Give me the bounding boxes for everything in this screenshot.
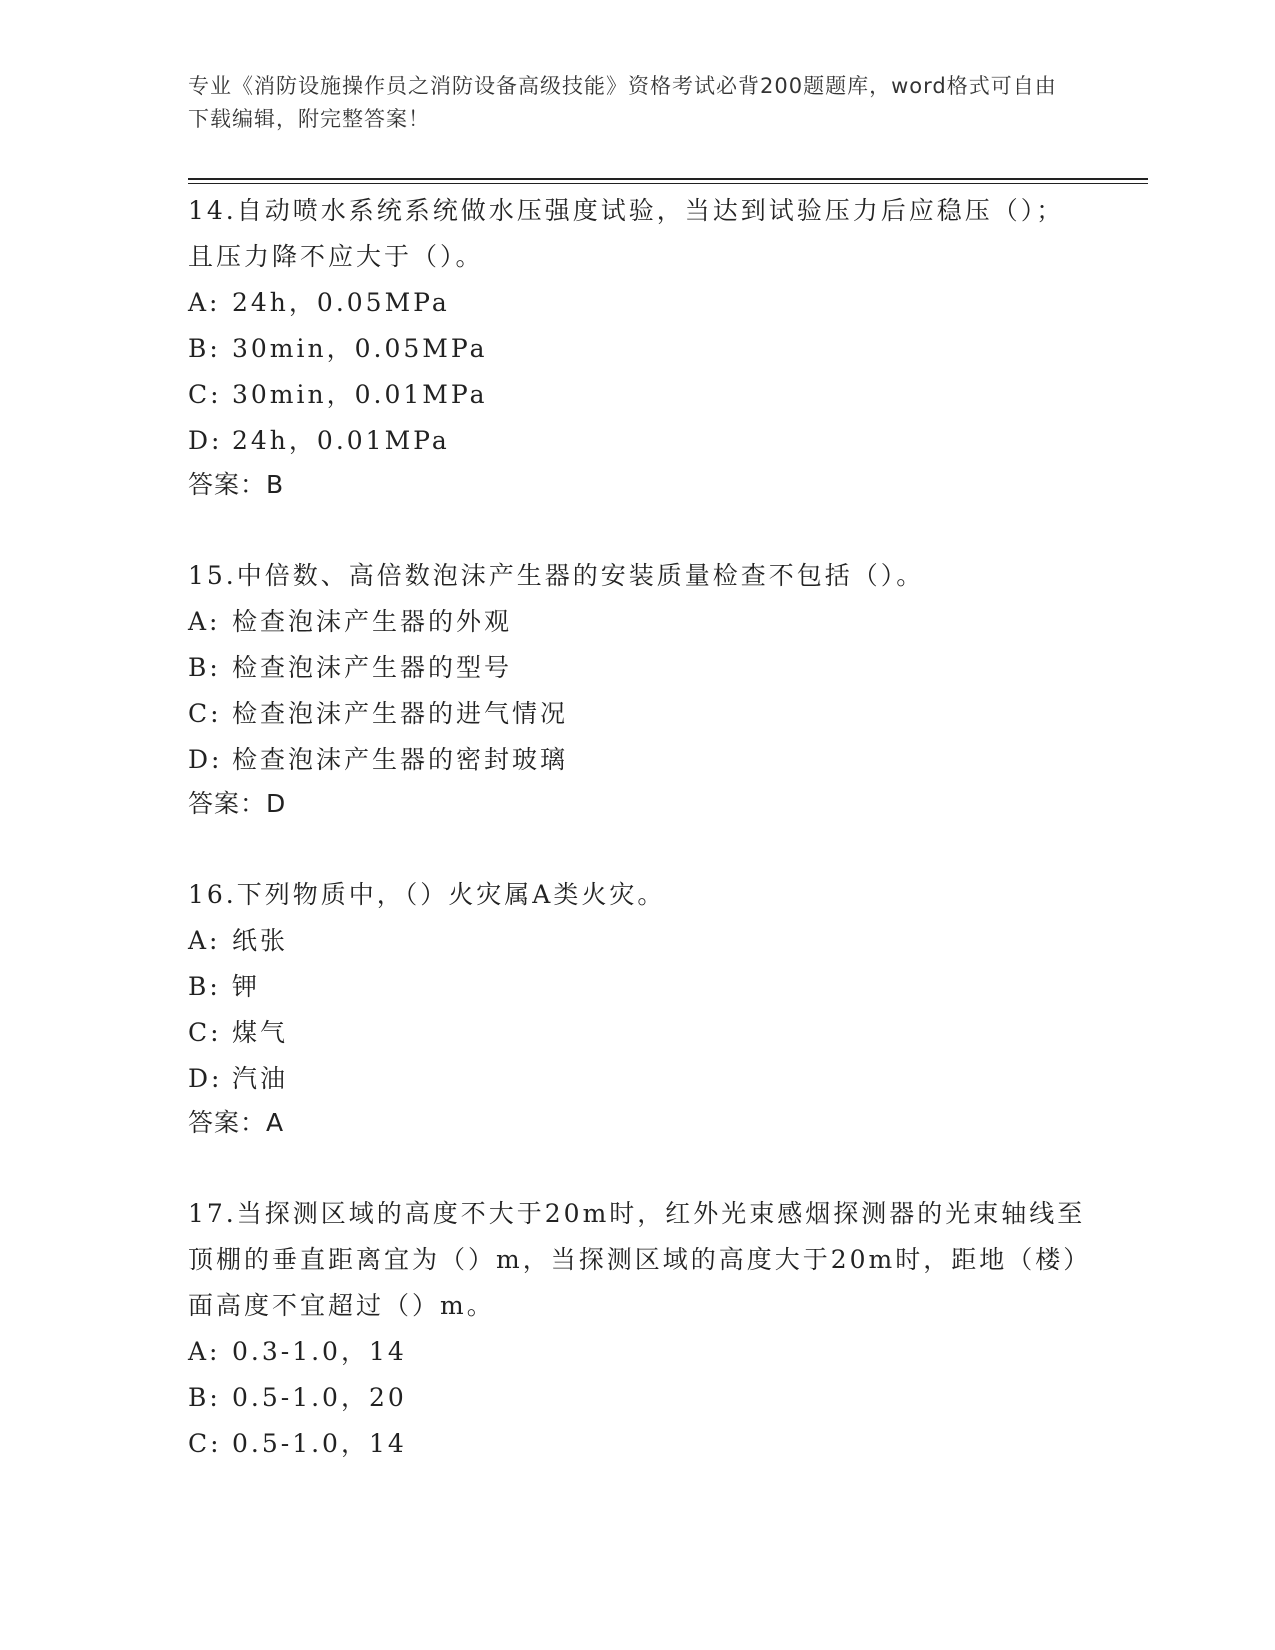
option-text: 煤气: [232, 1018, 289, 1047]
option-letter: B:: [188, 1383, 221, 1412]
option-text: 24h，0.01MPa: [232, 426, 450, 455]
option-b: [188, 326, 1088, 372]
option-text: 汽油: [232, 1064, 289, 1093]
option-a: [188, 599, 1088, 645]
option-letter: A:: [188, 288, 221, 317]
option-letter: C:: [188, 380, 222, 409]
question-17: [188, 1191, 1088, 1467]
option-d: [188, 1056, 1088, 1102]
document-header: [188, 70, 1068, 136]
question-16: [188, 872, 1088, 1144]
question-15: [188, 553, 1088, 825]
header-divider-bottom: [188, 183, 1148, 184]
option-letter: C:: [188, 699, 222, 728]
option-text: 检查泡沫产生器的外观: [232, 607, 513, 636]
option-d: [188, 737, 1088, 783]
option-b: [188, 1375, 1088, 1421]
question-stem: 15.中倍数、高倍数泡沫产生器的安装质量检查不包括（）。: [188, 561, 925, 590]
answer-line: 答案：A: [188, 1108, 285, 1137]
question-stem: 14.自动喷水系统系统做水压强度试验，当达到试验压力后应稳压（）；且压力降不应大于（）。: [188, 196, 1065, 271]
option-text: 0.5-1.0，20: [232, 1383, 407, 1412]
option-letter: B:: [188, 972, 221, 1001]
option-letter: A:: [188, 926, 221, 955]
option-text: 纸张: [232, 926, 289, 955]
option-text: 30min，0.05MPa: [232, 334, 488, 363]
question-list: [188, 188, 1088, 1514]
option-text: 0.5-1.0，14: [232, 1429, 407, 1458]
question-stem: 16.下列物质中，（）火灾属A类火灾。: [188, 880, 666, 909]
option-letter: B:: [188, 653, 221, 682]
option-b: [188, 964, 1088, 1010]
question-14: [188, 188, 1088, 506]
option-letter: C:: [188, 1429, 222, 1458]
option-text: 检查泡沫产生器的密封玻璃: [232, 745, 569, 774]
option-a: [188, 1329, 1088, 1375]
question-stem: 17.当探测区域的高度不大于20m时，红外光束感烟探测器的光束轴线至顶棚的垂直距离宜为（）m，当探测区域的高度大于20m时，距地（楼）面高度不宜超过（）m。: [188, 1199, 1086, 1320]
option-letter: A:: [188, 607, 221, 636]
header-divider-top: [188, 178, 1148, 180]
document-title: 专业《消防设施操作员之消防设备高级技能》资格考试必背200题题库，word格式可自由下载编辑，附完整答案！: [188, 74, 1057, 131]
option-letter: A:: [188, 1337, 221, 1366]
option-letter: B:: [188, 334, 221, 363]
option-text: 检查泡沫产生器的进气情况: [232, 699, 569, 728]
answer-line: 答案：D: [188, 789, 287, 818]
option-c: [188, 691, 1088, 737]
option-letter: D:: [188, 426, 223, 455]
option-text: 检查泡沫产生器的型号: [232, 653, 513, 682]
option-letter: D:: [188, 745, 223, 774]
option-text: 钾: [232, 972, 261, 1001]
option-text: 24h，0.05MPa: [232, 288, 450, 317]
option-text: 30min，0.01MPa: [232, 380, 488, 409]
answer-line: 答案：B: [188, 470, 285, 499]
option-a: [188, 918, 1088, 964]
option-b: [188, 645, 1088, 691]
option-c: [188, 1010, 1088, 1056]
option-c: [188, 1421, 1088, 1467]
option-d: [188, 418, 1088, 464]
option-c: [188, 372, 1088, 418]
option-text: 0.3-1.0，14: [232, 1337, 407, 1366]
option-letter: D:: [188, 1064, 223, 1093]
option-letter: C:: [188, 1018, 222, 1047]
option-a: [188, 280, 1088, 326]
